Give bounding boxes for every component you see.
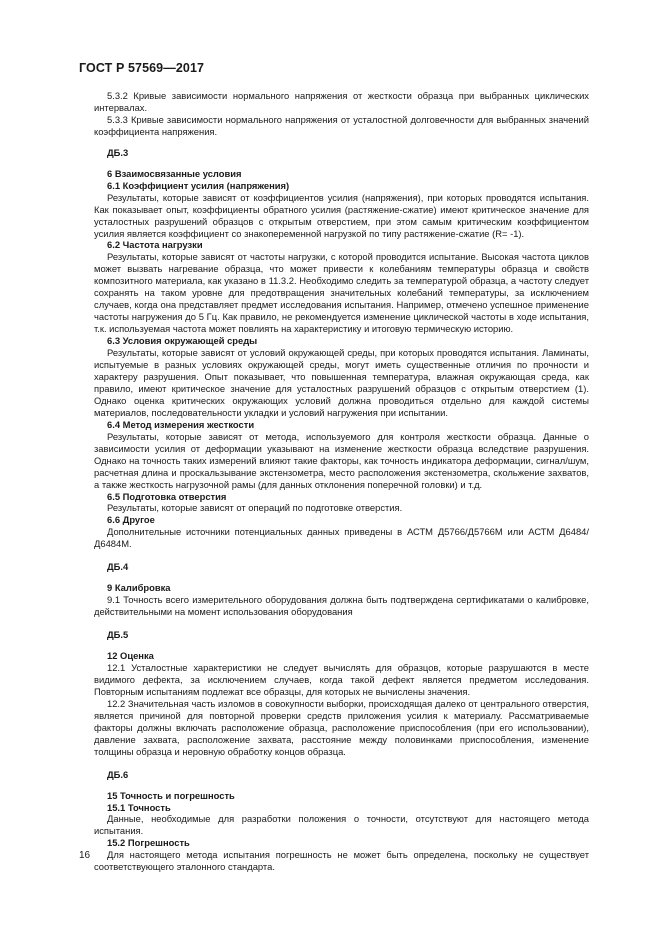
- section-heading-15-1: 15.1 Точность: [107, 801, 171, 813]
- paragraph-6-4: Результаты, которые зависят от метода, используемого для контроля жесткости образца. Данные о зависимости усилия от деформации указывают на изменение жесткости образца вследствие разрушения. Однако на точность таких измерений влияют такие факторы, как точность индикатора деформации, сигнал/шум, расчетная длина и проскальзывание экстензометра, место расположения экстензометра, скольжение захватов, а также жесткость нагрузочной рамы (для данных отклонения поперечной головки) и т.д.: [94, 430, 589, 490]
- section-heading-6-4: 6.4 Метод измерения жесткости: [107, 418, 255, 430]
- paragraph-6-5: Результаты, которые зависят от операций по подготовке отверстия.: [107, 502, 403, 514]
- section-heading-9: 9 Калибровка: [107, 582, 171, 594]
- paragraph-15-2: Для настоящего метода испытания погрешность не может быть определена, поскольку не существует соответствующего эталонного стандарта.: [94, 849, 589, 873]
- paragraph-6-2: Результаты, которые зависят от частоты нагрузки, с которой проводится испытание. Высокая частота циклов может вызвать нагревание образца, что может привести к колебаниям температуры образца и свойств композитного материала, как указано в 11.3.2. Необходимо следить за температурой образца, а частоту следует сохранять на таком уровне для предотвращения значительных колебаний температуры, за исключением случаев, когда она представляет предмет исследования испытания. Например, отмечено успешное применение частоты нагружения до 5 Гц. Как правило, не рекомендуется изменение циклической частоты в ходе испытания, т.к. используемая частота может повлиять на характеристику и итоговую термическую историю.: [94, 251, 589, 335]
- paragraph-9-1: 9.1 Точность всего измерительного оборудования должна быть подтверждена сертификатами о калибровке, действительными на момент использования оборудования: [94, 594, 589, 618]
- paragraph-6-1: Результаты, которые зависят от коэффициентов усилия (напряжения), при которых проводятся испытания. Как показывает опыт, коэффициенты обратного усилия (растяжение-сжатие) имеют критическое значение для усталостных разрушений образцов с открытым отверстием, при этом самым критическим коэффициентом усилия является коэффициент со знакопеременной нагрузкой по типу растяжение-сжатие (R= -1).: [94, 191, 589, 239]
- appendix-heading-db4: ДБ.4: [107, 561, 129, 573]
- section-heading-15-2: 15.2 Погрешность: [107, 837, 190, 849]
- appendix-heading-db5: ДБ.5: [107, 629, 129, 641]
- section-heading-12: 12 Оценка: [107, 650, 154, 662]
- page-content: [94, 90, 589, 873]
- page-number: 16: [79, 850, 91, 861]
- section-heading-6-5: 6.5 Подготовка отверстия: [107, 490, 227, 502]
- paragraph-12-1: 12.1 Усталостные характеристики не следует вычислять для образцов, которые разрушаются в месте видимого дефекта, за исключением случаев, когда такой дефект является предметом исследования. Повторным испытаниям подлежат все образцы, для которых не вычислены значения.: [94, 661, 589, 697]
- paragraph-6-6: Дополнительные источники потенциальных данных приведены в АСТМ Д5766/Д5766М или АСТМ Д6484/Д6484М.: [94, 526, 589, 550]
- paragraph-5-3-3: 5.3.3 Кривые зависимости нормального напряжения от усталостной долговечности для выбранных значений коэффициента напряжения.: [94, 113, 589, 137]
- section-heading-6-2: 6.2 Частота нагрузки: [107, 239, 203, 251]
- section-heading-15: 15 Точность и погрешность: [107, 789, 235, 801]
- paragraph-5-3-2: 5.3.2 Кривые зависимости нормального напряжения от жесткости образца при выбранных циклических интервалах.: [94, 90, 589, 113]
- section-heading-6-3: 6.3 Условия окружающей среды: [107, 335, 258, 347]
- paragraph-6-3: Результаты, которые зависят от условий окружающей среды, при которых проводятся испытания. Ламинаты, испытуемые в разных условиях окружающей среды, могут иметь существенные отличия по прочности и характеру разрушения. Опыт показывает, что повышенная температура, влажная окружающая среда, как правило, имеют критическое значение для усталостных разрушений образцов с открытым отверстием (1). Однако оценка критических окружающих условий должна проводиться отдельно для каждой системы материалов, последовательности укладки и условий нагружения при испытании.: [94, 347, 589, 418]
- page-header: ГОСТ Р 57569—2017: [79, 61, 205, 75]
- paragraph-12-2: 12.2 Значительная часть изломов в совокупности выборки, происходящая далеко от центрального отверстия, является причиной для повторной проверки средств приложения усилия к материалу. Рассматриваемые факторы должны включать расположение образца, расположение приспособления (при его использовании), давление захвата, расположение захвата, расстояние между половинками приспособления, изменение толщины образца и неровную обработку концов образца.: [94, 697, 589, 757]
- section-heading-6-1: 6.1 Коэффициент усилия (напряжения): [107, 179, 290, 191]
- appendix-heading-db6: ДБ.6: [107, 768, 129, 780]
- section-heading-6-6: 6.6 Другое: [107, 514, 155, 526]
- section-heading-6: 6 Взаимосвязанные условия: [107, 167, 242, 179]
- appendix-heading-db3: ДБ.3: [107, 146, 129, 158]
- paragraph-15-1: Данные, необходимые для разработки положения о точности, отсутствуют для настоящего метода испытания.: [94, 813, 589, 837]
